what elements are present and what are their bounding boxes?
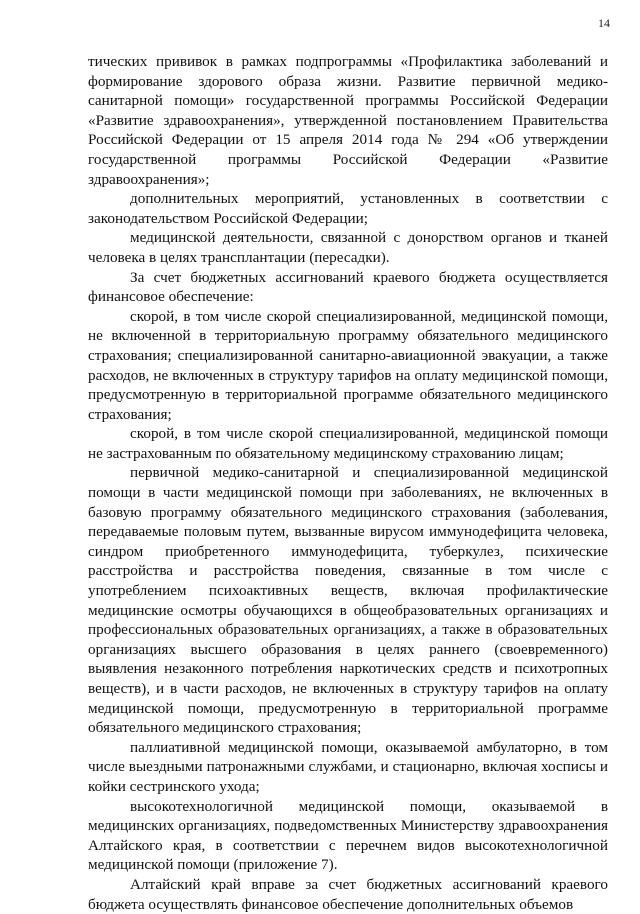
paragraph-2: дополнительных мероприятий, установленных в соответствии с законодательством Российской Федерации; xyxy=(88,190,608,227)
paragraph-10: Алтайский край вправе за счет бюджетных ассигнований краевого бюджета осуществлять финансовое обеспечение дополнительных объемов xyxy=(88,875,608,913)
paragraph-9: высокотехнологичной медицинской помощи, оказываемой в медицинских организациях, подведомственных Министерству здравоохранения Алтайского края, в соответствии с перечнем видов высокотехнологичной медицинской помощи (приложение 7). xyxy=(88,797,608,874)
paragraph-5: скорой, в том числе скорой специализированной, медицинской помощи, не включенной в территориальную программу обязательного медицинского страхования; специализированной санитарно-авиационной эвакуации, а также расходов, не включенных в структуру тарифов на оплату медицинской помощи, предусмотренную в территориальной программе обязательного медицинского страхования; xyxy=(88,307,608,423)
paragraph-6: скорой, в том числе скорой специализированной, медицинской помощи не застрахованным по обязательному медицинскому страхованию лицам; xyxy=(88,425,608,462)
paragraph-7: первичной медико-санитарной и специализированной медицинской помощи в части медицинской помощи при заболеваниях, не включенных в базовую программу обязательного медицинского страхования (заболевания, передаваемые половым путем, вызванные вирусом иммунодефицита человека, синдром приобретенного иммунодефицита, туберкулез, психические расстройства и расстройства поведения, связанные в том числе с употреблением психоактивных веществ, включая профилактические медицинские осмотры обучающихся в общеобразовательных организациях и профессиональных образовательных организациях, а также в образовательных организациях высшего образования в целях раннего (своевременного) выявления незаконного потребления наркотических средств и психотропных веществ), и в части расходов, не включенных в структуру тарифов на оплату медицинской помощи, предусмотренную в территориальной программе обязательного медицинского страхования; xyxy=(88,464,608,737)
paragraph-3: медицинской деятельности, связанной с донорством органов и тканей человека в целях трансплантации (пересадки). xyxy=(88,229,608,266)
paragraph-4: За счет бюджетных ассигнований краевого бюджета осуществляется финансовое обеспечение: xyxy=(88,268,608,306)
paragraph-1: тических прививок в рамках подпрограммы «Профилактика заболеваний и формирование здорового образа жизни. Развитие первичной медико-санитарной помощи» государственной программы Российской Федерации «Развитие здравоохранения», утвержденной постановлением Правительства Российской Федерации от 15 апреля 2014 года № 294 «Об утверждении государственной программы Российской Федерации «Развитие здравоохранения»; xyxy=(88,53,608,188)
page-number: 14 xyxy=(598,16,610,30)
document-body xyxy=(88,52,608,914)
paragraph-8: паллиативной медицинской помощи, оказываемой амбулаторно, в том числе выездными патронажными службами, и стационарно, включая хосписы и койки сестринского ухода; xyxy=(88,738,608,795)
